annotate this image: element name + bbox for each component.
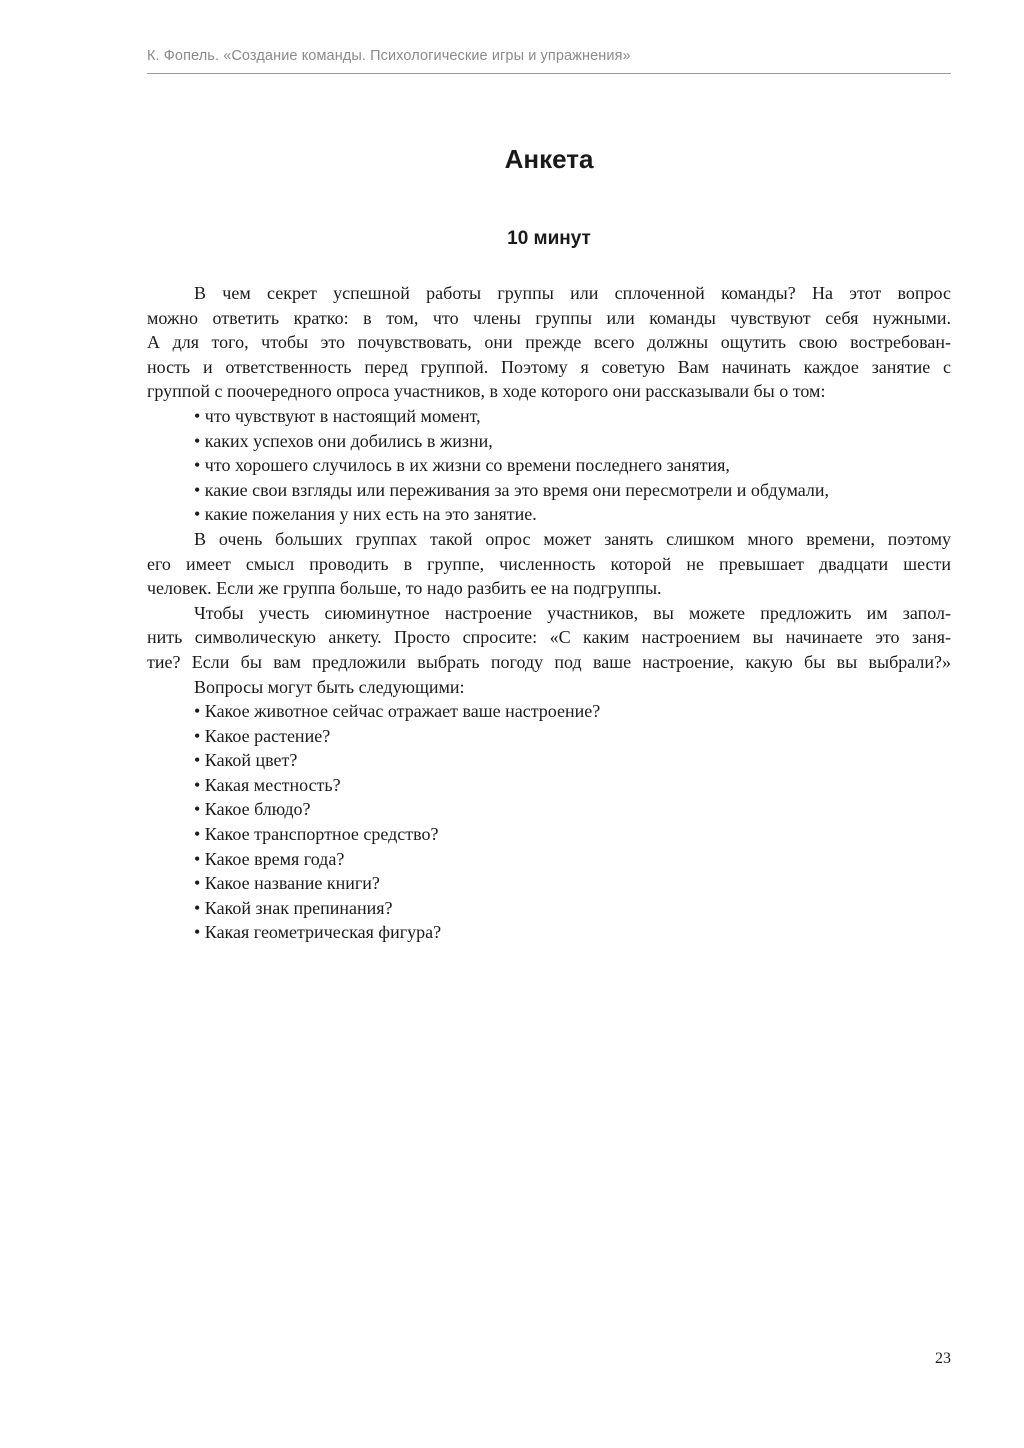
body-text — [147, 281, 951, 945]
paragraph-line: Чтобы учесть сиюминутное настроение участников, вы можете предложить им запол- — [194, 602, 951, 623]
reflection-list — [147, 404, 951, 527]
question-item: • Какое животное сейчас отражает ваше настроение? — [194, 701, 601, 722]
list-item: • какие свои взгляды или переживания за это время они пересмотрели и обдумали, — [194, 479, 830, 500]
question-item: • Какая местность? — [194, 774, 341, 795]
list-item: • что чувствуют в настоящий момент, — [194, 405, 481, 426]
page-number: 23 — [935, 1350, 951, 1367]
list-item: • что хорошего случилось в их жизни со времени последнего занятия, — [194, 455, 730, 476]
duration-subtitle: 10 минут — [507, 228, 591, 249]
question-item: • Какое время года? — [194, 848, 345, 869]
question-item: • Какое транспортное средство? — [194, 824, 439, 845]
page-title: Анкета — [504, 144, 594, 174]
questions-intro: Вопросы могут быть следующими: — [194, 676, 465, 697]
paragraph-line: его имеет смысл проводить в группе, численность которой не превышает двадцати шести — [147, 553, 951, 574]
paragraph-line: можно ответить кратко: в том, что члены группы или команды чувствуют себя нужными. — [147, 307, 951, 328]
header-rule — [147, 73, 951, 74]
questions-list — [147, 699, 951, 945]
question-item: • Какой цвет? — [194, 750, 298, 771]
paragraph-line: В чем секрет успешной работы группы или сплоченной команды? На этот вопрос — [194, 283, 951, 303]
paragraph-3 — [147, 601, 951, 675]
paragraph-line: нить символическую анкету. Просто спросите: «С каким настроением вы начинаете это заня- — [147, 627, 951, 648]
paragraph-1 — [147, 281, 951, 404]
paragraph-line: А для того, чтобы это почувствовать, они прежде всего должны ощутить свою востребован- — [147, 332, 951, 353]
question-item: • Какое растение? — [194, 725, 331, 746]
running-header: К. Фопель. «Создание команды. Психологические игры и упражнения» — [147, 48, 631, 64]
question-item: • Какое блюдо? — [194, 799, 311, 820]
list-item: • какие пожелания у них есть на это занятие. — [194, 504, 537, 525]
paragraph-line: В очень больших группах такой опрос может занять слишком много времени, поэтому — [194, 528, 951, 549]
question-item: • Какая геометрическая фигура? — [194, 922, 442, 943]
question-item: • Какое название книги? — [194, 873, 380, 894]
paragraph-line: группой с поочередного опроса участников, в ходе которого они рассказывали бы о том: — [147, 381, 826, 402]
paragraph-line: ность и ответственность перед группой. Поэтому я советую Вам начинать каждое занятие с — [147, 356, 951, 377]
paragraph-line: тие? Если бы вам предложили выбрать погоду под ваше настроение, какую бы вы выбрали?» — [147, 651, 951, 672]
question-item: • Какой знак препинания? — [194, 897, 393, 918]
paragraph-2 — [147, 527, 951, 601]
paragraph-line: человек. Если же группа больше, то надо разбить ее на подгруппы. — [147, 578, 662, 599]
list-item: • каких успехов они добились в жизни, — [194, 430, 493, 451]
